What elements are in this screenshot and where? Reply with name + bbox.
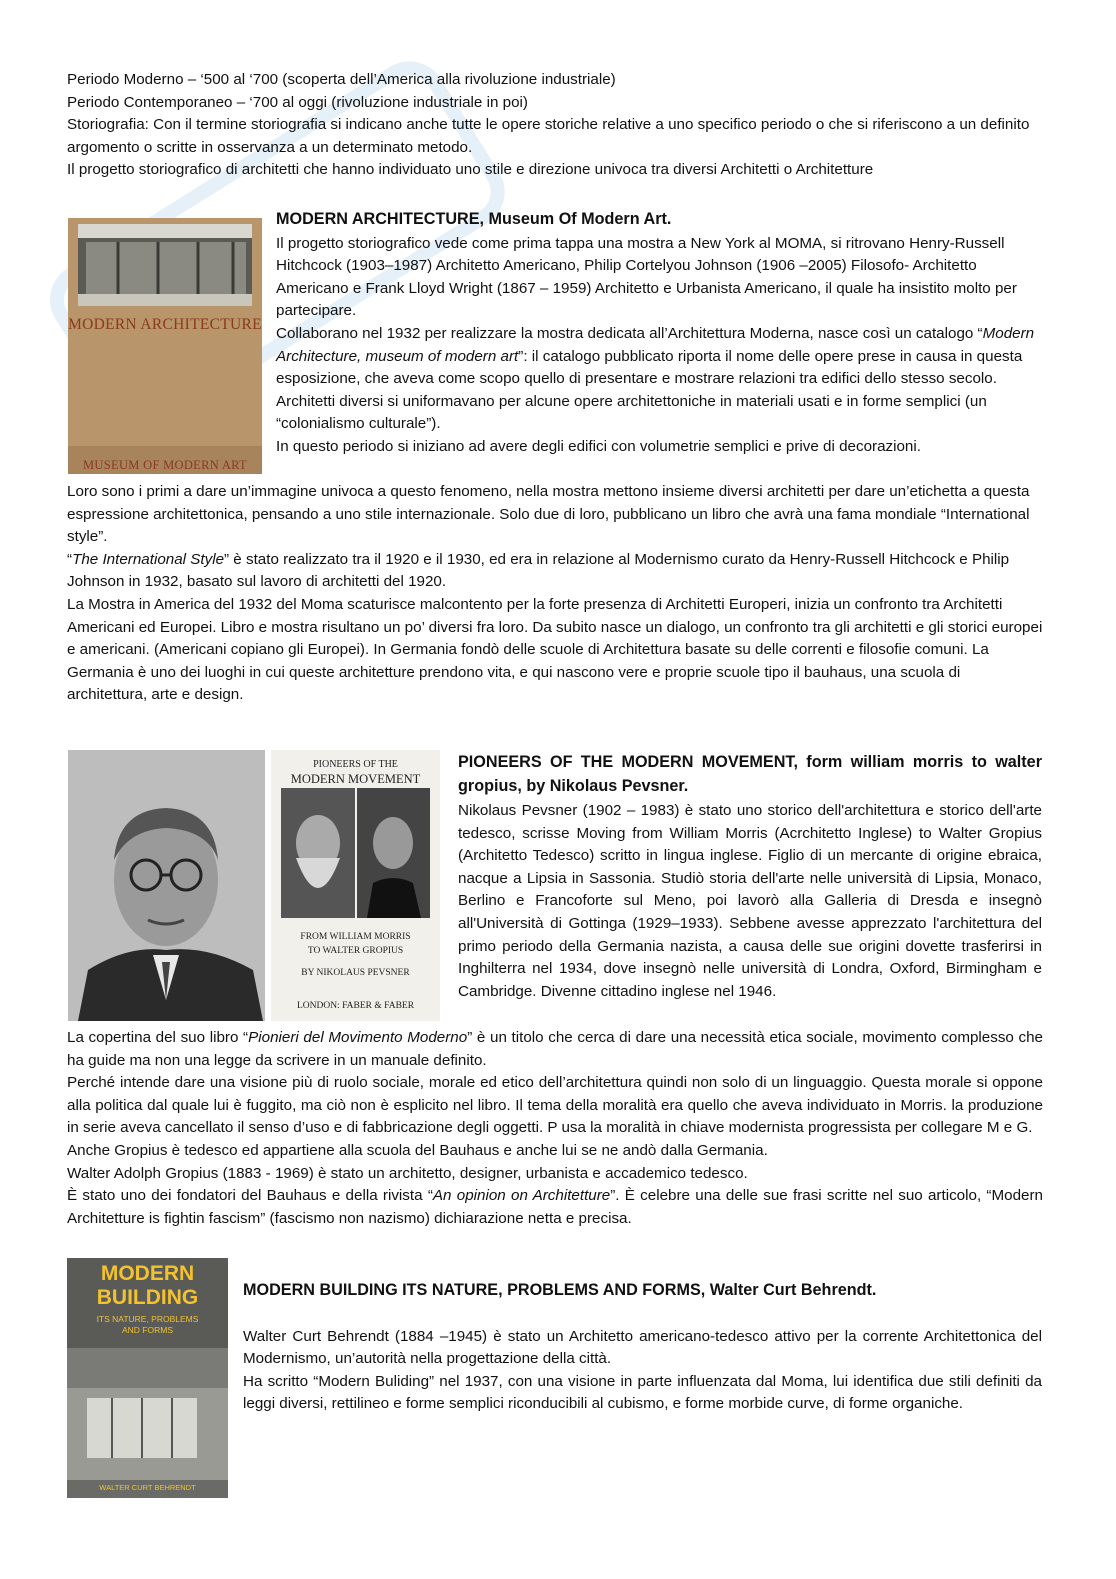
pevsner-paragraph-2: La copertina del suo libro “Pionieri del Movimento Moderno” è un titolo che cerca di dare una necessità etica sociale, movimento complesso che ha guide ma non una legge da scrivere in un manuale definito. — [67, 1029, 1044, 1069]
intro-line-progetto: Il progetto storiografico di architetti che hanno individuato uno stile e direzione univoca tra diversi Architetti o Architetture — [67, 161, 874, 179]
pevsner-paragraph-3: Perché intende dare una visione più di ruolo sociale, morale ed etico dell’architettura quindi non solo di un linguaggio. Questa morale si oppone alla politica dal quale lui è fuggito, ma ciò non è esplicito nel libro. Il tema della moralità era quello che aveva individuato in Morris. la produzione in serie aveva cancellato il senso d’uso e di fabbricazione degli oggetti. P usa la moralità in chiave modernista progressista per collegare M e G. — [67, 1074, 1043, 1137]
moma-section-side — [276, 208, 1044, 459]
pevsner-cover-line5: BY NIKOLAUS PEVSNER — [301, 968, 410, 978]
pevsner-section-full — [67, 1027, 1043, 1230]
pevsner-cover-line4: TO WALTER GROPIUS — [307, 946, 404, 956]
moma-catalog-title: Modern Architecture, museum of modern art — [276, 324, 1035, 365]
pevsner-paragraph-1: Nikolaus Pevsner (1902 – 1983) è stato uno storico dell'architettura e storico dell'arte tedesco, scrisse Moving from William Morris (Acrchitetto Inglese) to Walter Gropius (Architetto Tedesco) scritto in lingua inglese. Figlio di un mercante di origine ebraica, nacque a Lipsia in Sassonia. Studiò storia dell'arte nelle università di Lipsia, Monaco, Berlino e Francoforte sul Meno, poi lavorò alla Galleria di Dresda e insegnò all'Università di Gottinga (1929–1933). Sebbene avesse apprezzato l'architettura del primo periodo della Germania nazista, a causa delle sue origini dovette trasferirsi in Inghilterra nel 1934, dove insegnò nelle università di Londra, Oxford, Birmingham e Cambridge. Divenne cittadino inglese nel 1946. — [458, 802, 1042, 1000]
moma-paragraph-2: Collaborano nel 1932 per realizzare la mostra dedicata all’Architettura Moderna, nasce così un catalogo “Modern Architecture, museum of modern art”: il catalogo pubblicato riporta il nome delle opere prese in causa in questa esposizione, che aveva come scopo quello di presentare e mostrare relazioni tra edifici dello stesso secolo. Architetti diversi si uniformavano per alcune opere architettoniche in materiali usati e in forme semplici (un “colonialismo culturale”). — [276, 324, 1035, 433]
moma-cover-title: MODERN ARCHITECTURE — [68, 316, 262, 333]
intro-section — [67, 69, 1043, 182]
moma-cover-subtitle: MUSEUM OF MODERN ART — [83, 458, 247, 472]
pevsner-portrait-drawing — [68, 750, 265, 1021]
pevsner-portrait — [68, 750, 265, 1021]
intro-line-moderno: Periodo Moderno – ‘500 al ‘700 (scoperta dell’America alla rivoluzione industriale) — [67, 71, 616, 88]
pevsner-cover-photos — [281, 788, 430, 918]
behrendt-section — [243, 1279, 1042, 1416]
pevsner-heading: PIONEERS OF THE MODERN MOVEMENT, form william morris to walter gropius, by Nikolaus Pevsner. — [458, 753, 1042, 795]
behrendt-paragraph-1: Walter Curt Behrendt (1884 –1945) è stato un Architetto americano-tedesco attivo per la corrente Architettonica del Modernismo, un’autorità nella progettazione della città. — [243, 1327, 1042, 1368]
moma-paragraph-6: La Mostra in America del 1932 del Moma scaturisce malcontento per la forte presenza di Architetti Europeri, inizia un confronto tra Architetti Americani ed Europei. Libro e mostra risultano un po’ diversi fra loro. Da subito nasce un dialogo, un confronto tra gli architetti e gli storici europei e americani. (Americani copiano gli Europei). In Germania fondò delle scuole di Architettura basate su delle correnti e filosofie comuni. La Germania è uno dei luoghi in cui queste architetture prendono vita, e qui nascono vere e proprie scuole tipo il bauhaus, una scuola di architettura, arte e design. — [67, 595, 1043, 704]
behrendt-cover-author: WALTER CURT BEHRENDT — [99, 1483, 196, 1492]
behrendt-book-cover — [67, 1258, 228, 1498]
behrendt-cover-line2: BUILDING — [96, 1286, 199, 1309]
behrendt-cover-line1: MODERN — [100, 1262, 195, 1285]
international-style-title: The International Style — [72, 550, 225, 568]
moma-section-full — [67, 481, 1043, 707]
intro-line-contemporaneo: Periodo Contemporaneo – ‘700 al oggi (rivoluzione industriale in poi) — [67, 93, 528, 111]
behrendt-paragraph-2: Ha scritto “Modern Buliding” nel 1937, con una visione in parte influenzata dal Moma, lui identifica due stili definiti da leggi diversi, rettilineo e forme semplici riconducibili al cubismo, e forme morbide curve, di forme organiche. — [243, 1372, 1042, 1413]
intro-line-storiografia: Storiografia: Con il termine storiografia si indicano anche tutte le opere storiche relative a uno specifico periodo o che si riferiscono a un definito argomento o scritte in osservanza a un determinato metodo. — [67, 116, 1030, 156]
pevsner-cover-line2: MODERN MOVEMENT — [290, 772, 421, 786]
behrendt-cover-line4: AND FORMS — [122, 1325, 173, 1335]
moma-paragraph-5: “The International Style” è stato realizzato tra il 1920 e il 1930, ed era in relazione al Modernismo curato da Henry-Russell Hitchcock e Philip Johnson in 1932, basato sul lavoro di architetti del 1920. — [67, 550, 1010, 591]
pevsner-section-side — [458, 750, 1042, 1003]
moma-paragraph-3: In questo periodo si iniziano ad avere degli edifici con volumetrie semplici e prive di decorazioni. — [276, 437, 921, 455]
behrendt-heading: MODERN BUILDING ITS NATURE, PROBLEMS AND FORMS, Walter Curt Behrendt. — [243, 1281, 877, 1299]
moma-cover-photo — [68, 218, 262, 474]
pevsner-paragraph-4: Anche Gropius è tedesco ed appartiene alla scuola del Bauhaus e anche lui se ne andò dalla Germania. — [67, 1141, 768, 1159]
pevsner-cover-line1: PIONEERS OF THE — [313, 759, 398, 770]
moma-paragraph-4: Loro sono i primi a dare un’immagine univoca a questo fenomeno, nella mostra mettono insieme diversi architetti per dare un’etichetta a questa espressione architettonica, pensando a uno stile internazionale. Solo due di loro, pubblicano un libro che avrà una fama mondiale “International style”. — [67, 483, 1030, 546]
moma-paragraph-1: Il progetto storiografico vede come prima tappa una mostra a New York al MOMA, si ritrovano Henry-Russell Hitchcock (1903–1987) Architetto Americano, Philip Cortelyou Johnson (1906 –2005) Filosofo- Architetto Americano e Frank Lloyd Wright (1867 – 1959) Architetto e Urbanista Americano, il quale ha insistito molto per partecipare. — [276, 234, 1017, 320]
pevsner-paragraph-5: Walter Adolph Gropius (1883 - 1969) è stato un architetto, designer, urbanista e accademico tedesco. — [67, 1164, 748, 1182]
pionieri-title: Pionieri del Movimento Moderno — [248, 1029, 468, 1046]
moma-book-cover — [68, 218, 262, 474]
opinion-title: An opinion on Architetture — [432, 1187, 611, 1205]
moma-heading: MODERN ARCHITECTURE, Museum Of Modern Art. — [276, 210, 672, 228]
pevsner-cover-line3: FROM WILLIAM MORRIS — [300, 932, 411, 942]
pevsner-paragraph-6: È stato uno dei fondatori del Bauhaus e della rivista “An opinion on Architetture”. È celebre una delle sue frasi scritte nel suo articolo, “Modern Architetture is fightin fascism” (fascismo non nazismo) dichiarazione netta e precisa. — [67, 1187, 1043, 1227]
behrendt-cover-line3: ITS NATURE, PROBLEMS — [96, 1314, 199, 1324]
pevsner-cover-line6: LONDON: FABER & FABER — [296, 1001, 415, 1011]
pevsner-book-cover — [271, 750, 440, 1021]
